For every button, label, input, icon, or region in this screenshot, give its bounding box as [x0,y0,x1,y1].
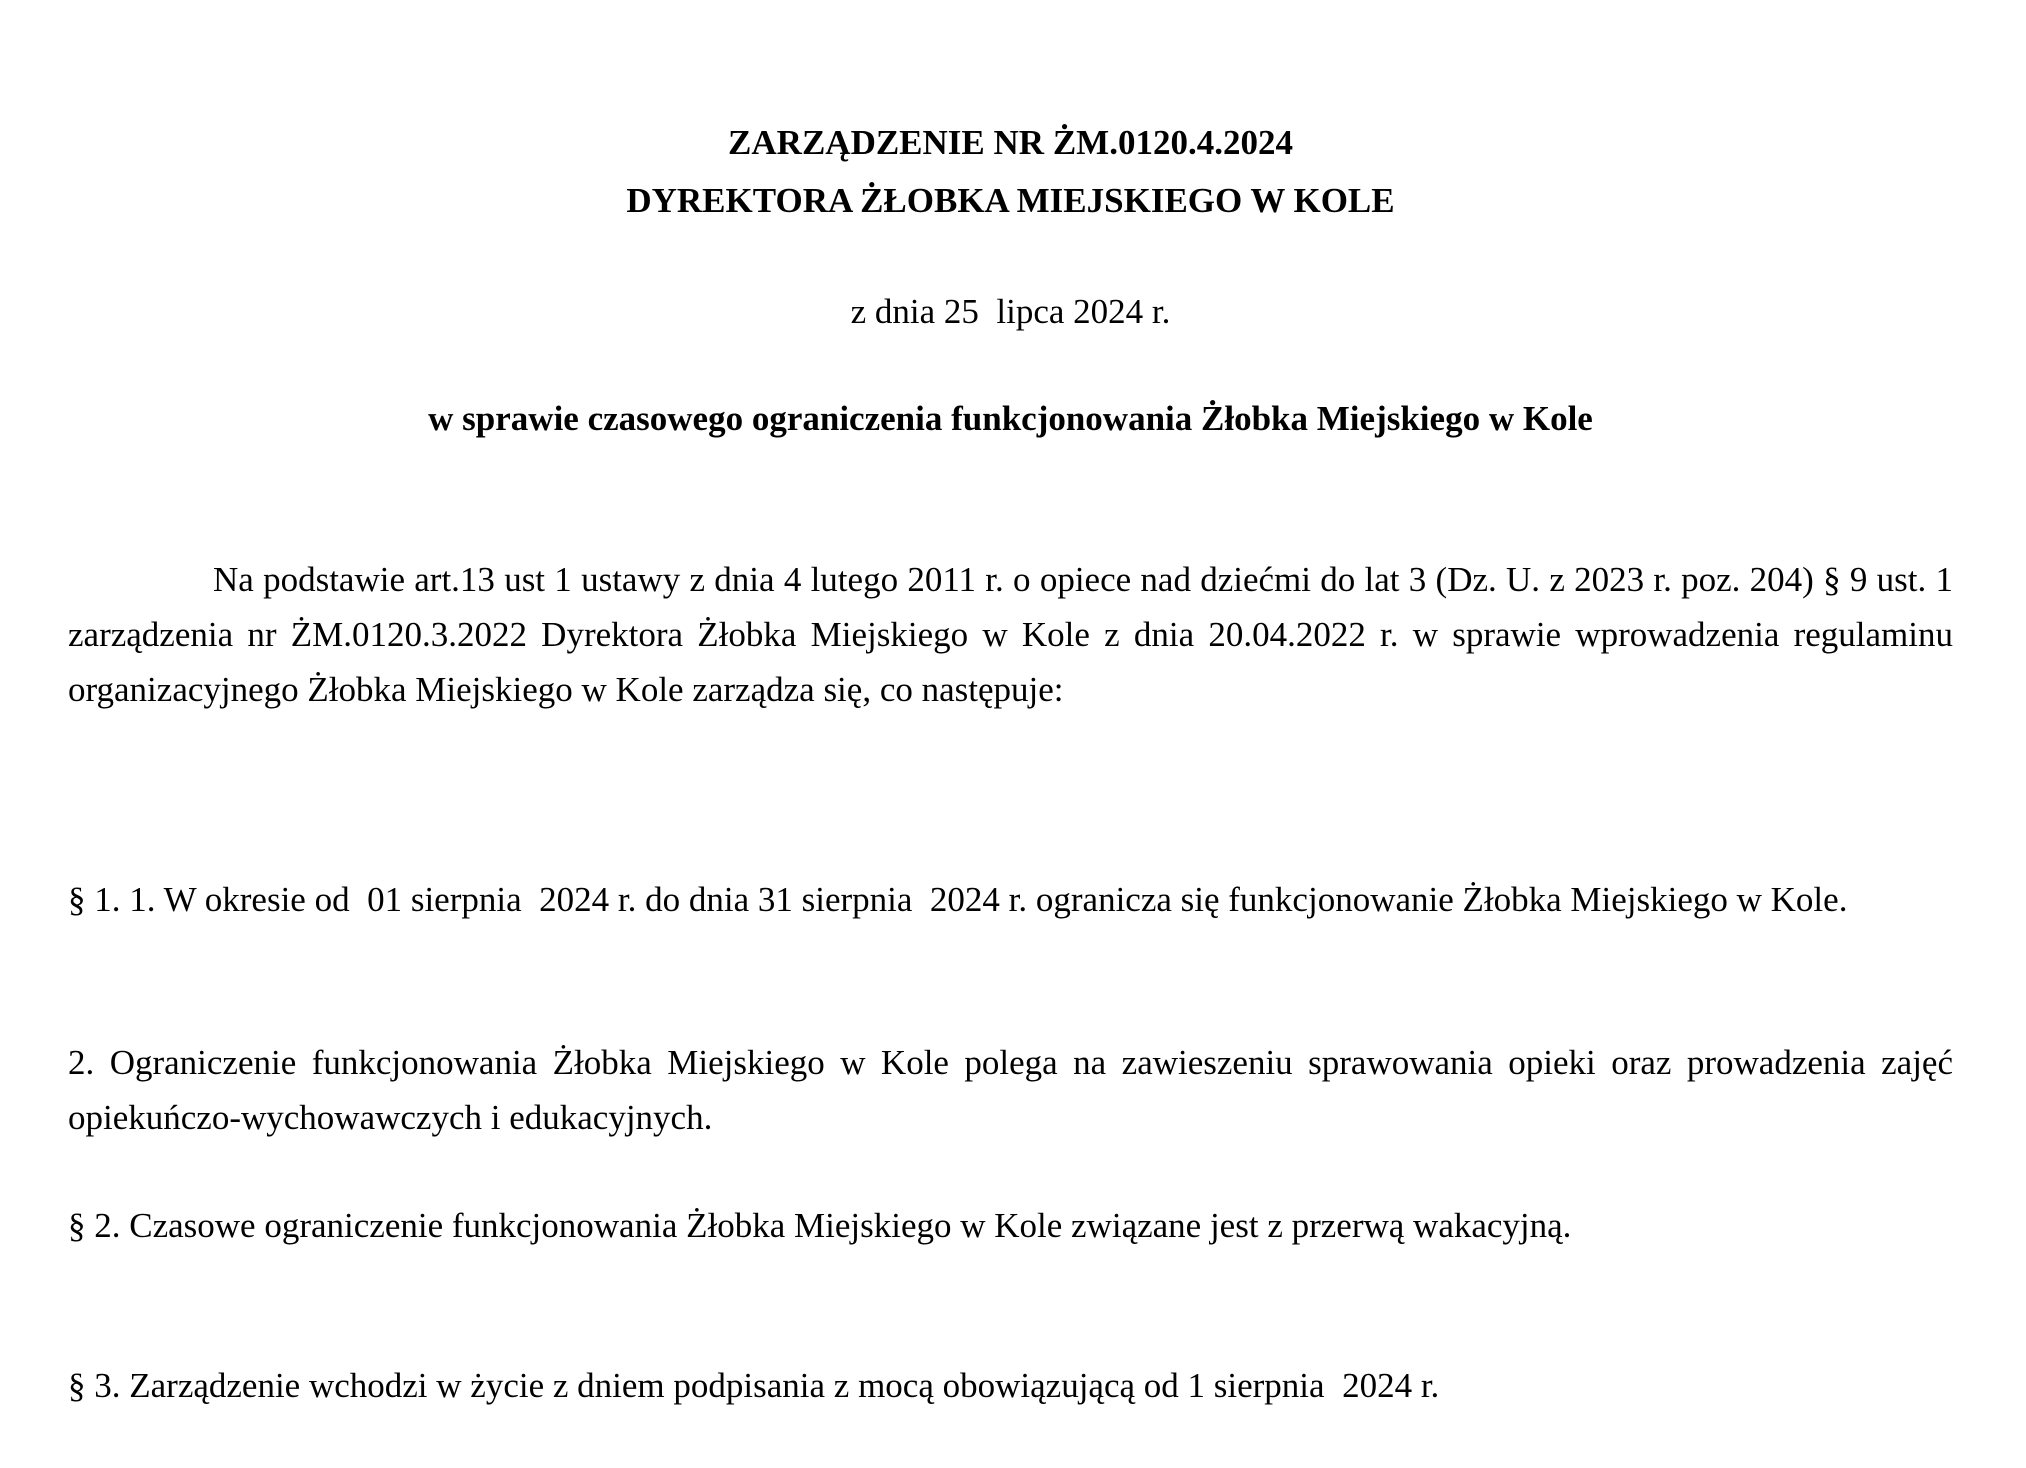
document-date: z dnia 25 lipca 2024 r. [850,292,1171,331]
document-subject: w sprawie czasowego ograniczenia funkcjonowania Żłobka Miejskiego w Kole [428,399,1593,438]
document-title-line1: ZARZĄDZENIE NR ŻM.0120.4.2024 [728,123,1293,162]
paragraph-1-point-1: § 1. 1. W okresie od 01 sierpnia 2024 r. do dnia 31 sierpnia 2024 r. ogranicza się funkcjonowanie Żłobka Miejskiego w Kole. [68,880,1848,919]
paragraph-1-point-2: 2. Ograniczenie funkcjonowania Żłobka Miejskiego w Kole polega na zawieszeniu sprawowania opieki oraz prowadzenia zajęć opiekuńczo-wychowawczych i edukacyjnych. [68,1043,1953,1137]
document-title-line2: DYREKTORA ŻŁOBKA MIEJSKIEGO W KOLE [626,181,1395,220]
paragraph-2: § 2. Czasowe ograniczenie funkcjonowania Żłobka Miejskiego w Kole związane jest z przerwą wakacyjną. [68,1206,1572,1245]
paragraph-3: § 3. Zarządzenie wchodzi w życie z dniem podpisania z mocą obowiązującą od 1 sierpnia 2024 r. [68,1366,1440,1405]
preamble-paragraph: Na podstawie art.13 ust 1 ustawy z dnia 4 lutego 2011 r. o opiece nad dziećmi do lat 3 (Dz. U. z 2023 r. poz. 204) § 9 ust. 1 zarządzenia nr ŻM.0120.3.2022 Dyrektora Żłobka Miejskiego w Kole z dnia 20.04.2022 r. w sprawie wprowadzenia regulaminu organizacyjnego Żłobka Miejskiego w Kole zarządza się, co następuje: [68,560,1953,709]
